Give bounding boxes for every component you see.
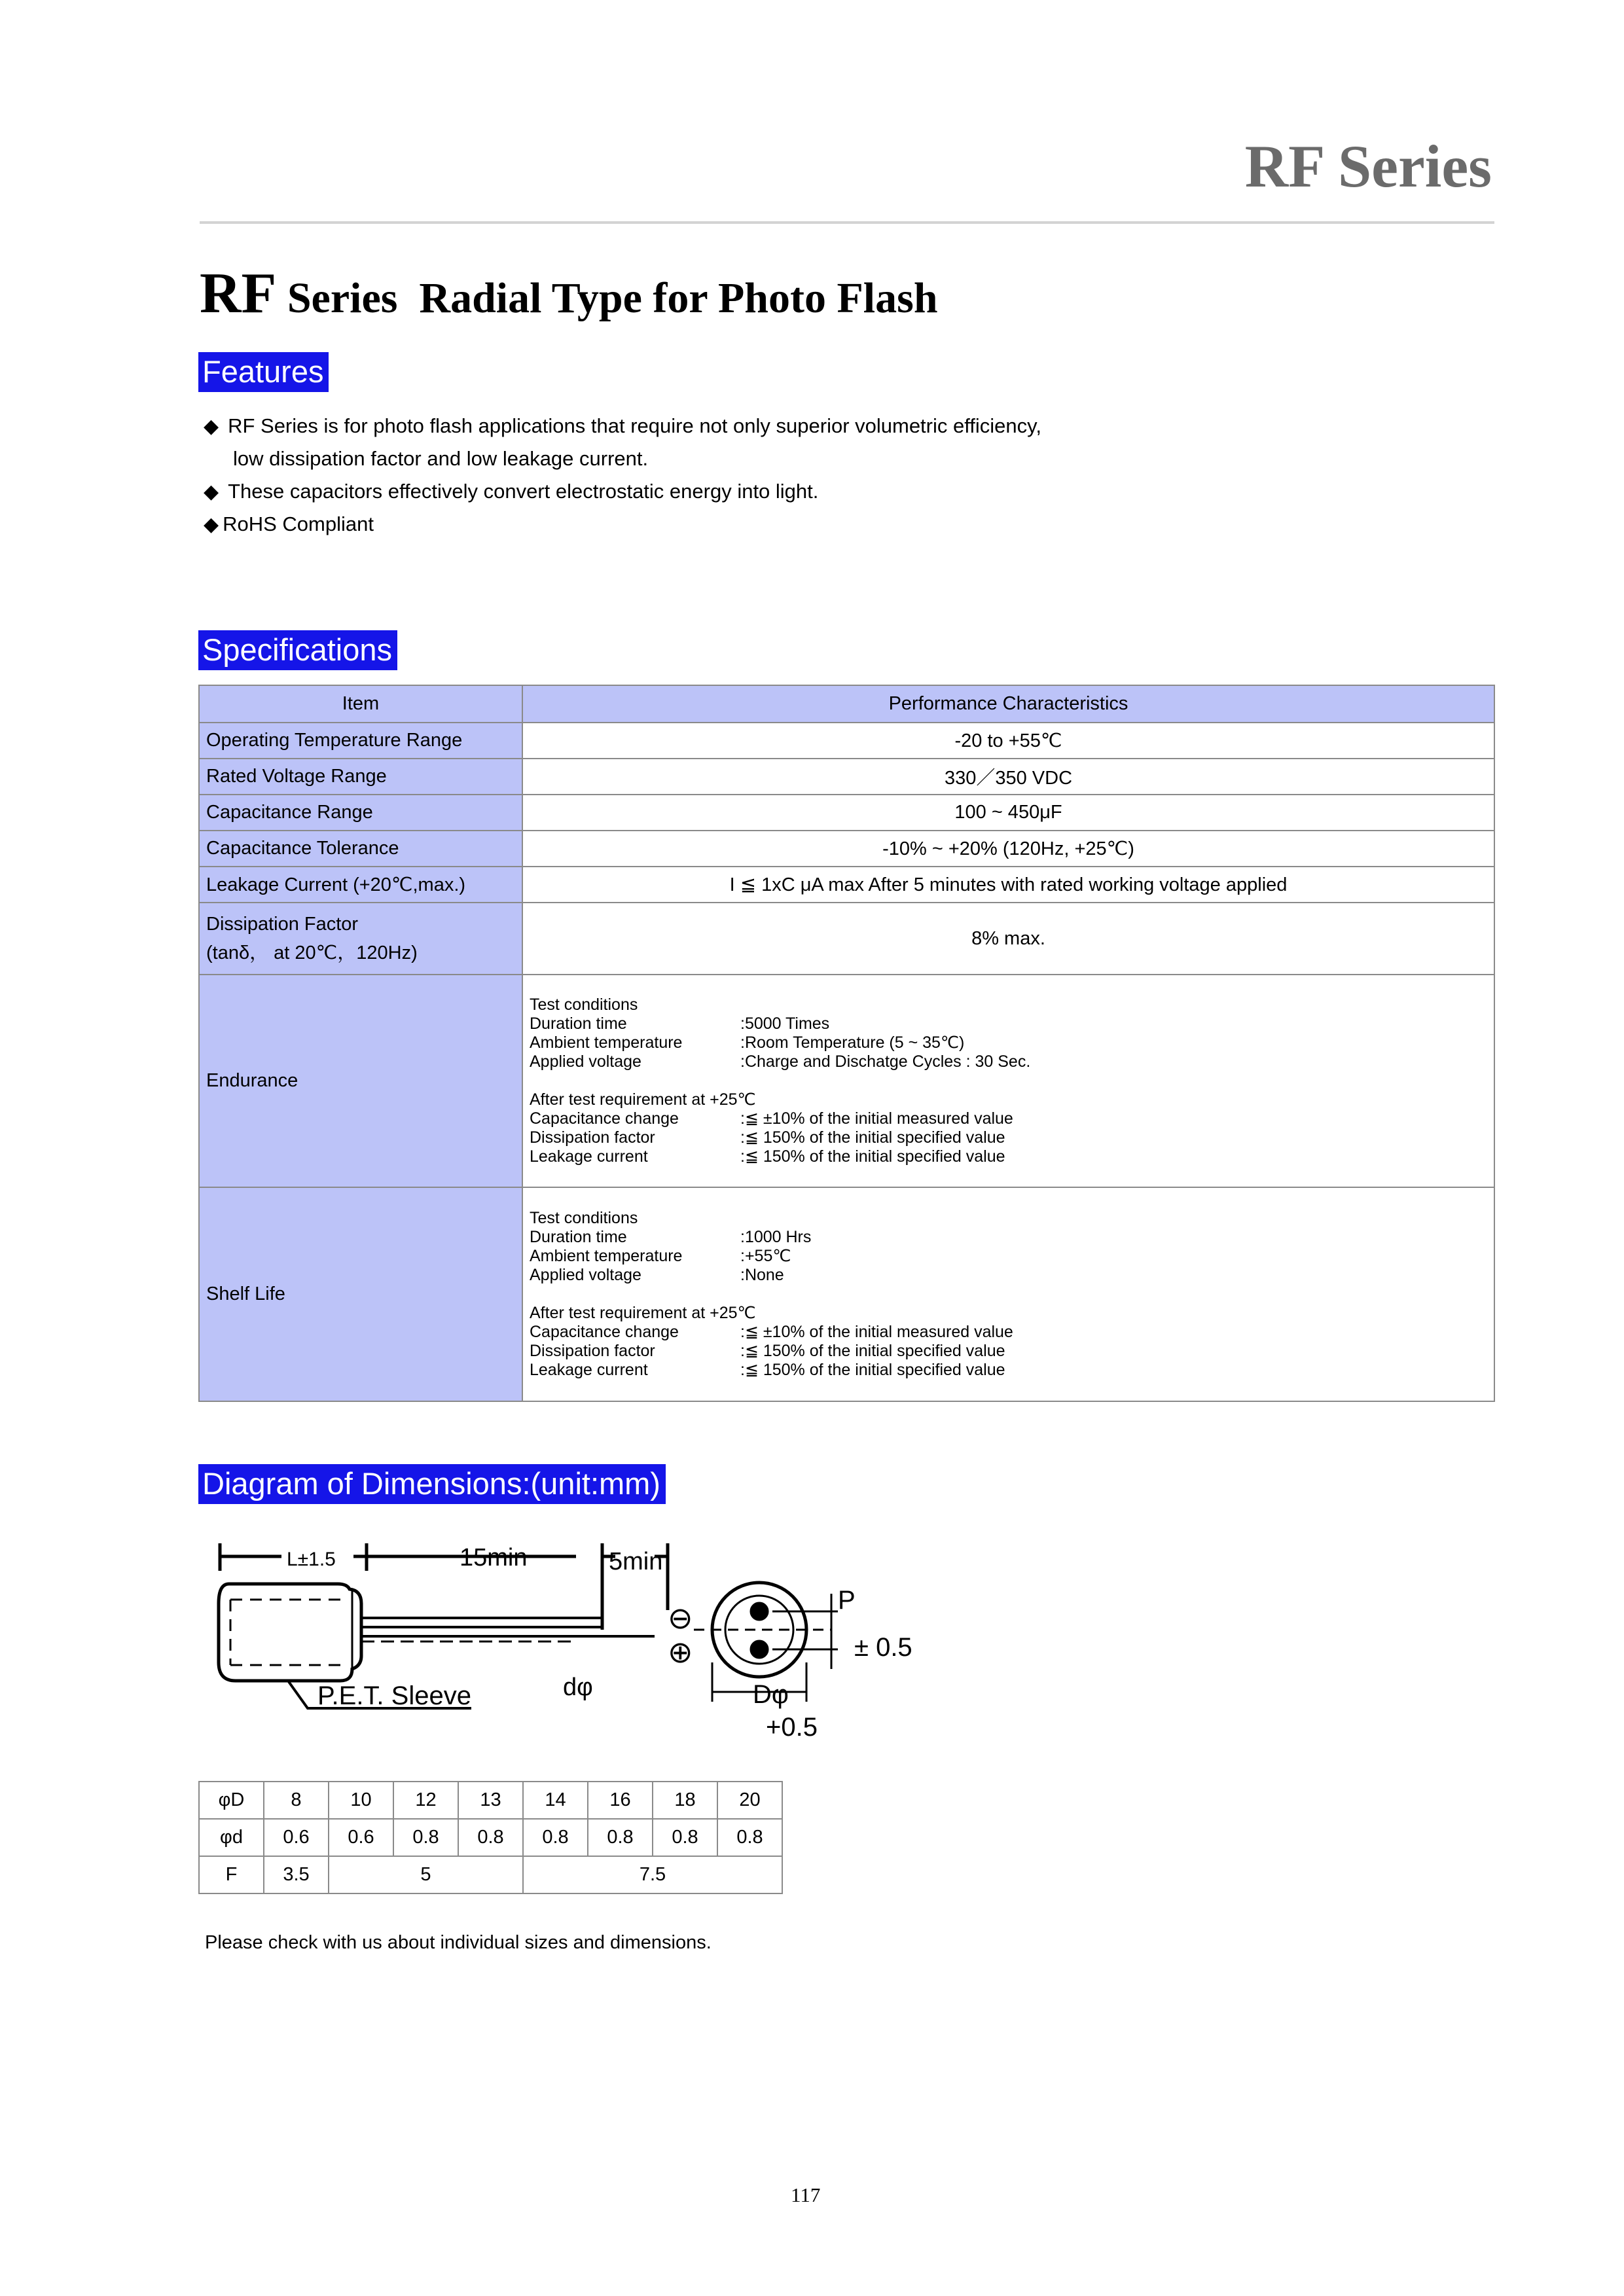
diamond-bullet-icon: ◆: [204, 481, 219, 503]
table-cell: 3.5: [264, 1856, 329, 1893]
table-cell: 10: [329, 1782, 393, 1819]
table-cell: 0.8: [393, 1819, 458, 1856]
spec-item: Capacitance Tolerance: [199, 831, 522, 867]
table-cell: 0.8: [523, 1819, 588, 1856]
shelf-life-conditions: [522, 1187, 1494, 1401]
page-number: 117: [791, 2183, 821, 2206]
sleeve-label: P.E.T. Sleeve: [317, 1681, 471, 1710]
terminal-positive: [751, 1641, 767, 1657]
dimension-table: [198, 1781, 783, 1894]
plus-icon: ⊕: [668, 1635, 693, 1669]
table-row: [199, 831, 1494, 867]
lead-dia-label: dφ: [563, 1674, 593, 1701]
body-dia-label: Dφ: [753, 1680, 789, 1709]
table-cell: 5: [329, 1856, 523, 1893]
requirement-line: Dissipation factor :≦ 150% of the initial specified value: [530, 1342, 1005, 1360]
feature-item: [204, 514, 374, 535]
row-label: φD: [199, 1782, 264, 1819]
after-test-title: After test requirement at +25℃: [530, 1304, 756, 1322]
terminal-negative: [751, 1604, 767, 1619]
table-row: [199, 1819, 782, 1856]
table-cell: 13: [458, 1782, 523, 1819]
condition-line: Applied voltage :None: [530, 1266, 784, 1284]
title-prefix: RF: [200, 262, 277, 325]
specifications-heading: Specifications: [198, 630, 397, 670]
table-row: [199, 759, 1494, 795]
table-cell: 0.6: [264, 1819, 329, 1856]
feature-item: [204, 416, 1041, 437]
row-label: F: [199, 1856, 264, 1893]
spec-item: Shelf Life: [199, 1187, 522, 1401]
pitch-tolerance: ± 0.5: [854, 1633, 912, 1662]
feature-text: These capacitors effectively convert electrostatic energy into light.: [228, 480, 819, 503]
requirement-line: Leakage current :≦ 150% of the initial specified value: [530, 1361, 1005, 1379]
spec-item: Endurance: [199, 975, 522, 1187]
table-row: [199, 1856, 782, 1893]
footnote: Please check with us about individual sizes and dimensions.: [205, 1932, 712, 1953]
test-conditions-title: Test conditions: [530, 996, 638, 1014]
title-rest: Series Radial Type for Photo Flash: [276, 274, 938, 322]
table-cell: 0.8: [588, 1819, 653, 1856]
end-view-outer: [712, 1583, 806, 1677]
table-row: [199, 867, 1494, 903]
table-cell: 20: [717, 1782, 782, 1819]
table-row-endurance: [199, 975, 1494, 1187]
specifications-table: [198, 685, 1495, 1402]
header-item: Item: [199, 685, 522, 723]
row-label: φd: [199, 1819, 264, 1856]
table-cell: 0.8: [717, 1819, 782, 1856]
feature-text: RF Series is for photo flash applications that require not only superior volumetric efficiency,: [228, 414, 1041, 437]
table-cell: 8: [264, 1782, 329, 1819]
feature-text: RoHS Compliant: [223, 512, 374, 535]
feature-item: [204, 481, 818, 502]
spec-item: Capacitance Range: [199, 795, 522, 831]
table-cell: 0.8: [458, 1819, 523, 1856]
condition-line: Ambient temperature :Room Temperature (5 ~ 35℃): [530, 1033, 965, 1052]
requirement-line: Dissipation factor :≦ 150% of the initial specified value: [530, 1128, 1005, 1147]
table-row: [199, 1782, 782, 1819]
table-row: [199, 903, 1494, 975]
dimensions-diagram: [209, 1532, 929, 1741]
table-cell: 14: [523, 1782, 588, 1819]
condition-line: Duration time :5000 Times: [530, 1014, 830, 1033]
spec-item-line: Dissipation Factor: [206, 914, 359, 935]
series-title: RF Series: [1244, 133, 1492, 200]
spec-item: Leakage Current (+20℃,max.): [199, 867, 522, 903]
lead-5-label: 5min: [609, 1548, 663, 1575]
test-conditions-title: Test conditions: [530, 1209, 638, 1227]
table-cell: 0.6: [329, 1819, 393, 1856]
minus-icon: ⊖: [668, 1601, 693, 1635]
diamond-bullet-icon: ◆: [204, 514, 219, 535]
spec-value: 100 ~ 450μF: [522, 795, 1494, 831]
after-test-title: After test requirement at +25℃: [530, 1090, 756, 1109]
lead-15-label: 15min: [460, 1544, 528, 1571]
dimensions-heading: Diagram of Dimensions:(unit:mm): [198, 1464, 666, 1504]
table-cell: 16: [588, 1782, 653, 1819]
spec-item-line: (tanδ， at 20℃，120Hz): [206, 942, 418, 963]
requirement-line: Capacitance change :≦ ±10% of the initial measured value: [530, 1109, 1013, 1128]
spec-value: 8% max.: [522, 903, 1494, 975]
spec-item: Rated Voltage Range: [199, 759, 522, 795]
pitch-label: P: [838, 1586, 856, 1615]
condition-line: Applied voltage :Charge and Dischatge Cycles : 30 Sec.: [530, 1052, 1031, 1071]
page-title: [200, 262, 938, 325]
table-cell: 12: [393, 1782, 458, 1819]
table-cell: 18: [653, 1782, 717, 1819]
features-heading: Features: [198, 352, 329, 392]
spec-value: I ≦ 1xC μA max After 5 minutes with rated working voltage applied: [522, 867, 1494, 903]
spec-item: [199, 903, 522, 975]
lead-long: [361, 1618, 602, 1627]
table-row-shelf-life: [199, 1187, 1494, 1401]
header-performance: Performance Characteristics: [522, 685, 1494, 723]
feature-item-continued: low dissipation factor and low leakage current.: [233, 447, 649, 470]
diamond-bullet-icon: ◆: [204, 416, 219, 437]
table-header-row: [199, 685, 1494, 723]
requirement-line: Leakage current :≦ 150% of the initial specified value: [530, 1147, 1005, 1166]
length-label: L±1.5: [287, 1549, 336, 1570]
spec-value: 330／350 VDC: [522, 759, 1494, 795]
table-cell: 7.5: [523, 1856, 782, 1893]
endurance-conditions: [522, 975, 1494, 1187]
capacitor-body: [219, 1584, 361, 1681]
table-row: [199, 723, 1494, 759]
requirement-line: Capacitance change :≦ ±10% of the initial measured value: [530, 1323, 1013, 1341]
header-rule: [200, 221, 1494, 224]
table-cell: 0.8: [653, 1819, 717, 1856]
condition-line: Duration time :1000 Hrs: [530, 1228, 812, 1246]
condition-line: Ambient temperature :+55℃: [530, 1247, 791, 1265]
spec-value: -10% ~ +20% (120Hz, +25℃): [522, 831, 1494, 867]
spec-value: -20 to +55℃: [522, 723, 1494, 759]
table-row: [199, 795, 1494, 831]
dia-tolerance: +0.5: [766, 1713, 818, 1741]
spec-item: Operating Temperature Range: [199, 723, 522, 759]
